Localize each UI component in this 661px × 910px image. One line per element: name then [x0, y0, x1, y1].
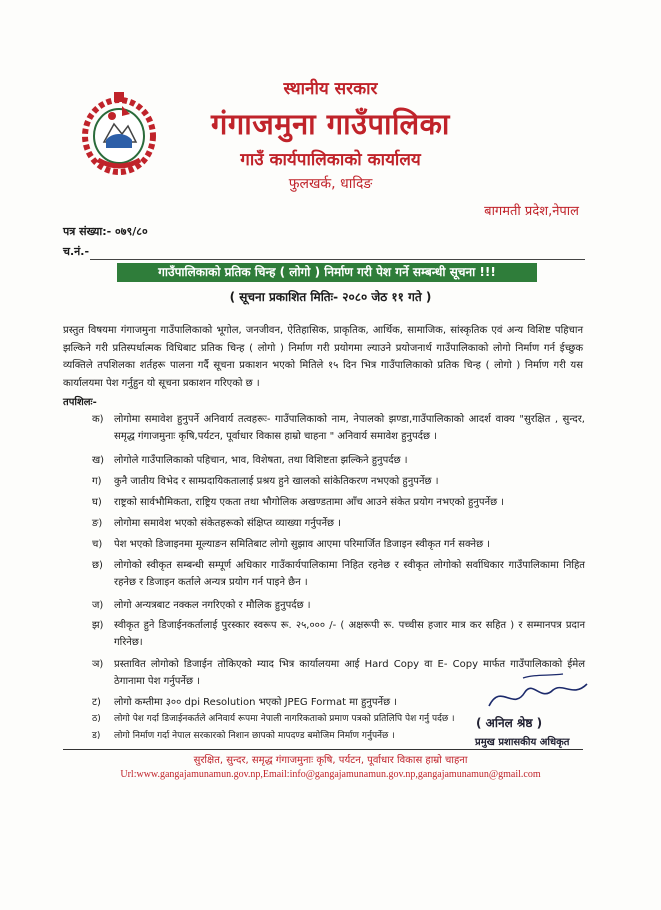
office-name: गाउँ कार्यपालिकाको कार्यालय — [240, 150, 421, 170]
office-address: फुलखर्क, धादिङ — [288, 176, 373, 192]
condition-mark: घ) — [92, 497, 102, 508]
condition-text: लोगोको स्वीकृत सम्बन्धी सम्पूर्ण अधिकार गाउँकार्यपालिकामा निहित रहनेछ र स्वीकृत लोगोको सर्वाधिकार गाउँपालिकामा निहित रहनेछ र डिजाइन कर्ताले अन्यत्र प्रयोग गर्न पाइने छैन । — [114, 560, 585, 588]
condition-text: पेश भएको डिजाइनमा मूल्याङन समितिबाट लोगो सुझाव आएमा परिमार्जित डिजाइन स्वीकृत गर्न सक्नेछ । — [114, 539, 491, 550]
condition-item — [92, 411, 585, 445]
condition-text: लोगो कम्तीमा ३०० dpi Resolution भएको JPEG Format मा हुनुपर्नेछ । — [114, 697, 398, 708]
condition-item — [92, 494, 585, 511]
condition-item — [92, 452, 585, 469]
footer-divider — [63, 749, 583, 750]
signature-icon — [483, 672, 593, 720]
condition-text: लोगो निर्माण गर्दा नेपाल सरकारको निशान छापको मापदण्ड बमोजिम निर्माण गर्नुपर्नेछ । — [114, 731, 395, 741]
condition-mark: ञ) — [92, 659, 104, 670]
condition-text: लोगो अन्यत्रबाट नक्कल नगरिएको र मौलिक हुनुपर्दछ । — [114, 600, 311, 611]
letter-number: पत्र संख्या:- ०७९/८० — [63, 225, 148, 238]
condition-item — [92, 473, 585, 490]
notice-published-date: ( सूचना प्रकाशित मितिः- २०८० जेठ ११ गते ) — [229, 290, 432, 304]
condition-mark: ट) — [92, 697, 101, 708]
header-divider — [90, 259, 585, 260]
condition-mark: क) — [92, 414, 104, 425]
condition-item — [92, 728, 472, 745]
condition-text: कुनै जातीय विभेद र साम्प्रदायिकतालाई प्रश्रय हुने खालको सांकेतिकरण नभएको हुनुपर्नेछ । — [114, 476, 439, 487]
conditions-heading: तपशिलः- — [63, 397, 97, 408]
footer-contact: Url:www.gangajamunamun.gov.np,Email:info@gangajamunamun.gov.np,gangajamunamun@gmail.com — [120, 769, 541, 780]
condition-text: लोगोमा समावेश भएको संकेतहरूको संक्षिप्त व्याख्या गर्नुपर्नेछ । — [114, 518, 341, 529]
condition-text: स्वीकृत हुने डिजाईनकर्तालाई पुरस्कार स्वरूप रू. २५,००० /- ( अक्षरूपी रू. पच्चीस हजार मात्र कर सहित ) र सम्मानपत्र प्रदान गरिनेछ। — [114, 620, 585, 648]
condition-item — [92, 557, 585, 591]
condition-text: लोगो पेश गर्दा डिजाईनकर्तले अनिवार्य रूपमा नेपाली नागरिकताको प्रमाण पत्रको प्रतिलिपि पेश गर्नु पर्दछ । — [114, 714, 455, 724]
condition-mark: ख) — [92, 455, 105, 466]
condition-text: लोगोले गाउँपालिकाको पहिचान, भाव, विशेषता, तथा विशिष्टता झल्किने हुनुपर्दछ । — [114, 455, 408, 466]
condition-mark: ग) — [92, 476, 102, 487]
notice-title: गाउँपालिकाको प्रतिक चिन्ह ( लोगो ) निर्माण गरी पेश गर्ने सम्बन्धी सूचना !!! — [117, 263, 537, 282]
intro-paragraph: प्रस्तुत विषयमा गंगाजमुना गाउँपालिकाको भूगोल, जनजीवन, ऐतिहासिक, प्राकृतिक, आर्थिक, सामाजिक, सांस्कृतिक एवं अन्य विशिष्ट पहिचान झल्किने गरी प्रतिस्पर्धात्मक विधिबाट प्रतिक चिन्ह ( लोगो ) निर्माण गरी प्रयोगमा ल्याउने प्रयोजनार्थ गाउँपालिकाको लोगो निर्माण गर्न ईच्छुक व्यक्तिले तपशिलका शर्तहरू पालना गर्दै सूचना प्रकाशन भएको मितिले १५ दिन भित्र गाउँपालिकाको प्रतिक चिन्ह ( लोगो ) निर्माण गरी यस कार्यालयमा पेश गर्नुहुन यो सूचना प्रकाशन गरिएको छ । — [63, 325, 583, 389]
condition-mark: ज) — [92, 600, 104, 611]
government-label: स्थानीय सरकार — [283, 79, 378, 99]
condition-text: राष्ट्रको सार्वभौमिकता, राष्ट्रिय एकता तथा भौगोलिक अखण्डतामा आँच आउने संकेत प्रयोग नभएको हुनुपर्नेछ । — [114, 497, 505, 508]
dispatch-number: च.नं.- — [63, 245, 90, 258]
province-label: बागमती प्रदेश,नेपाल — [484, 204, 579, 219]
footer-slogan: सुरक्षित, सुन्दर, समृद्ध गंगाजमुनाः कृषि, पर्यटन, पूर्वाधार विकास हाम्रो चाहना — [193, 755, 468, 766]
condition-item — [92, 515, 585, 532]
condition-mark: च) — [92, 539, 103, 550]
condition-mark: छ) — [92, 560, 103, 571]
signatory-title: प्रमुख प्रशासकीय अधिकृत — [475, 737, 570, 748]
condition-item — [92, 536, 585, 553]
condition-item — [92, 711, 472, 728]
condition-mark: ड) — [92, 731, 101, 741]
condition-text: लोगोमा समावेश हुनुपर्ने अनिवार्य तत्वहरूः- गाउँपालिकाको नाम, नेपालको झण्डा,गाउँपालिकाको आदर्श वाक्य "सुरक्षित , सुन्दर, समृद्ध गंगाजमुनाः कृषि,पर्यटन, पूर्वाधार विकास हाम्रो चाहना " अनिवार्य समावेश हुनुपर्दछ । — [114, 414, 585, 442]
condition-mark: झ) — [92, 620, 104, 631]
condition-item — [92, 694, 472, 711]
municipality-name: गंगाजमुना गाउँपालिका — [211, 107, 450, 141]
condition-item — [92, 597, 585, 614]
condition-text: प्रस्तावित लोगोको डिजाईन तोकिएको म्याद भित्र कार्यालयमा आई Hard Copy वा E- Copy मार्फत गाउँपालिकाको ईमेल ठेगानामा पेश गर्नुपर्नेछ । — [114, 659, 585, 687]
condition-mark: ङ) — [92, 518, 103, 529]
condition-item — [92, 617, 585, 651]
signatory-name: ( अनिल श्रेष्ठ ) — [476, 716, 543, 730]
condition-mark: ठ) — [92, 714, 101, 724]
